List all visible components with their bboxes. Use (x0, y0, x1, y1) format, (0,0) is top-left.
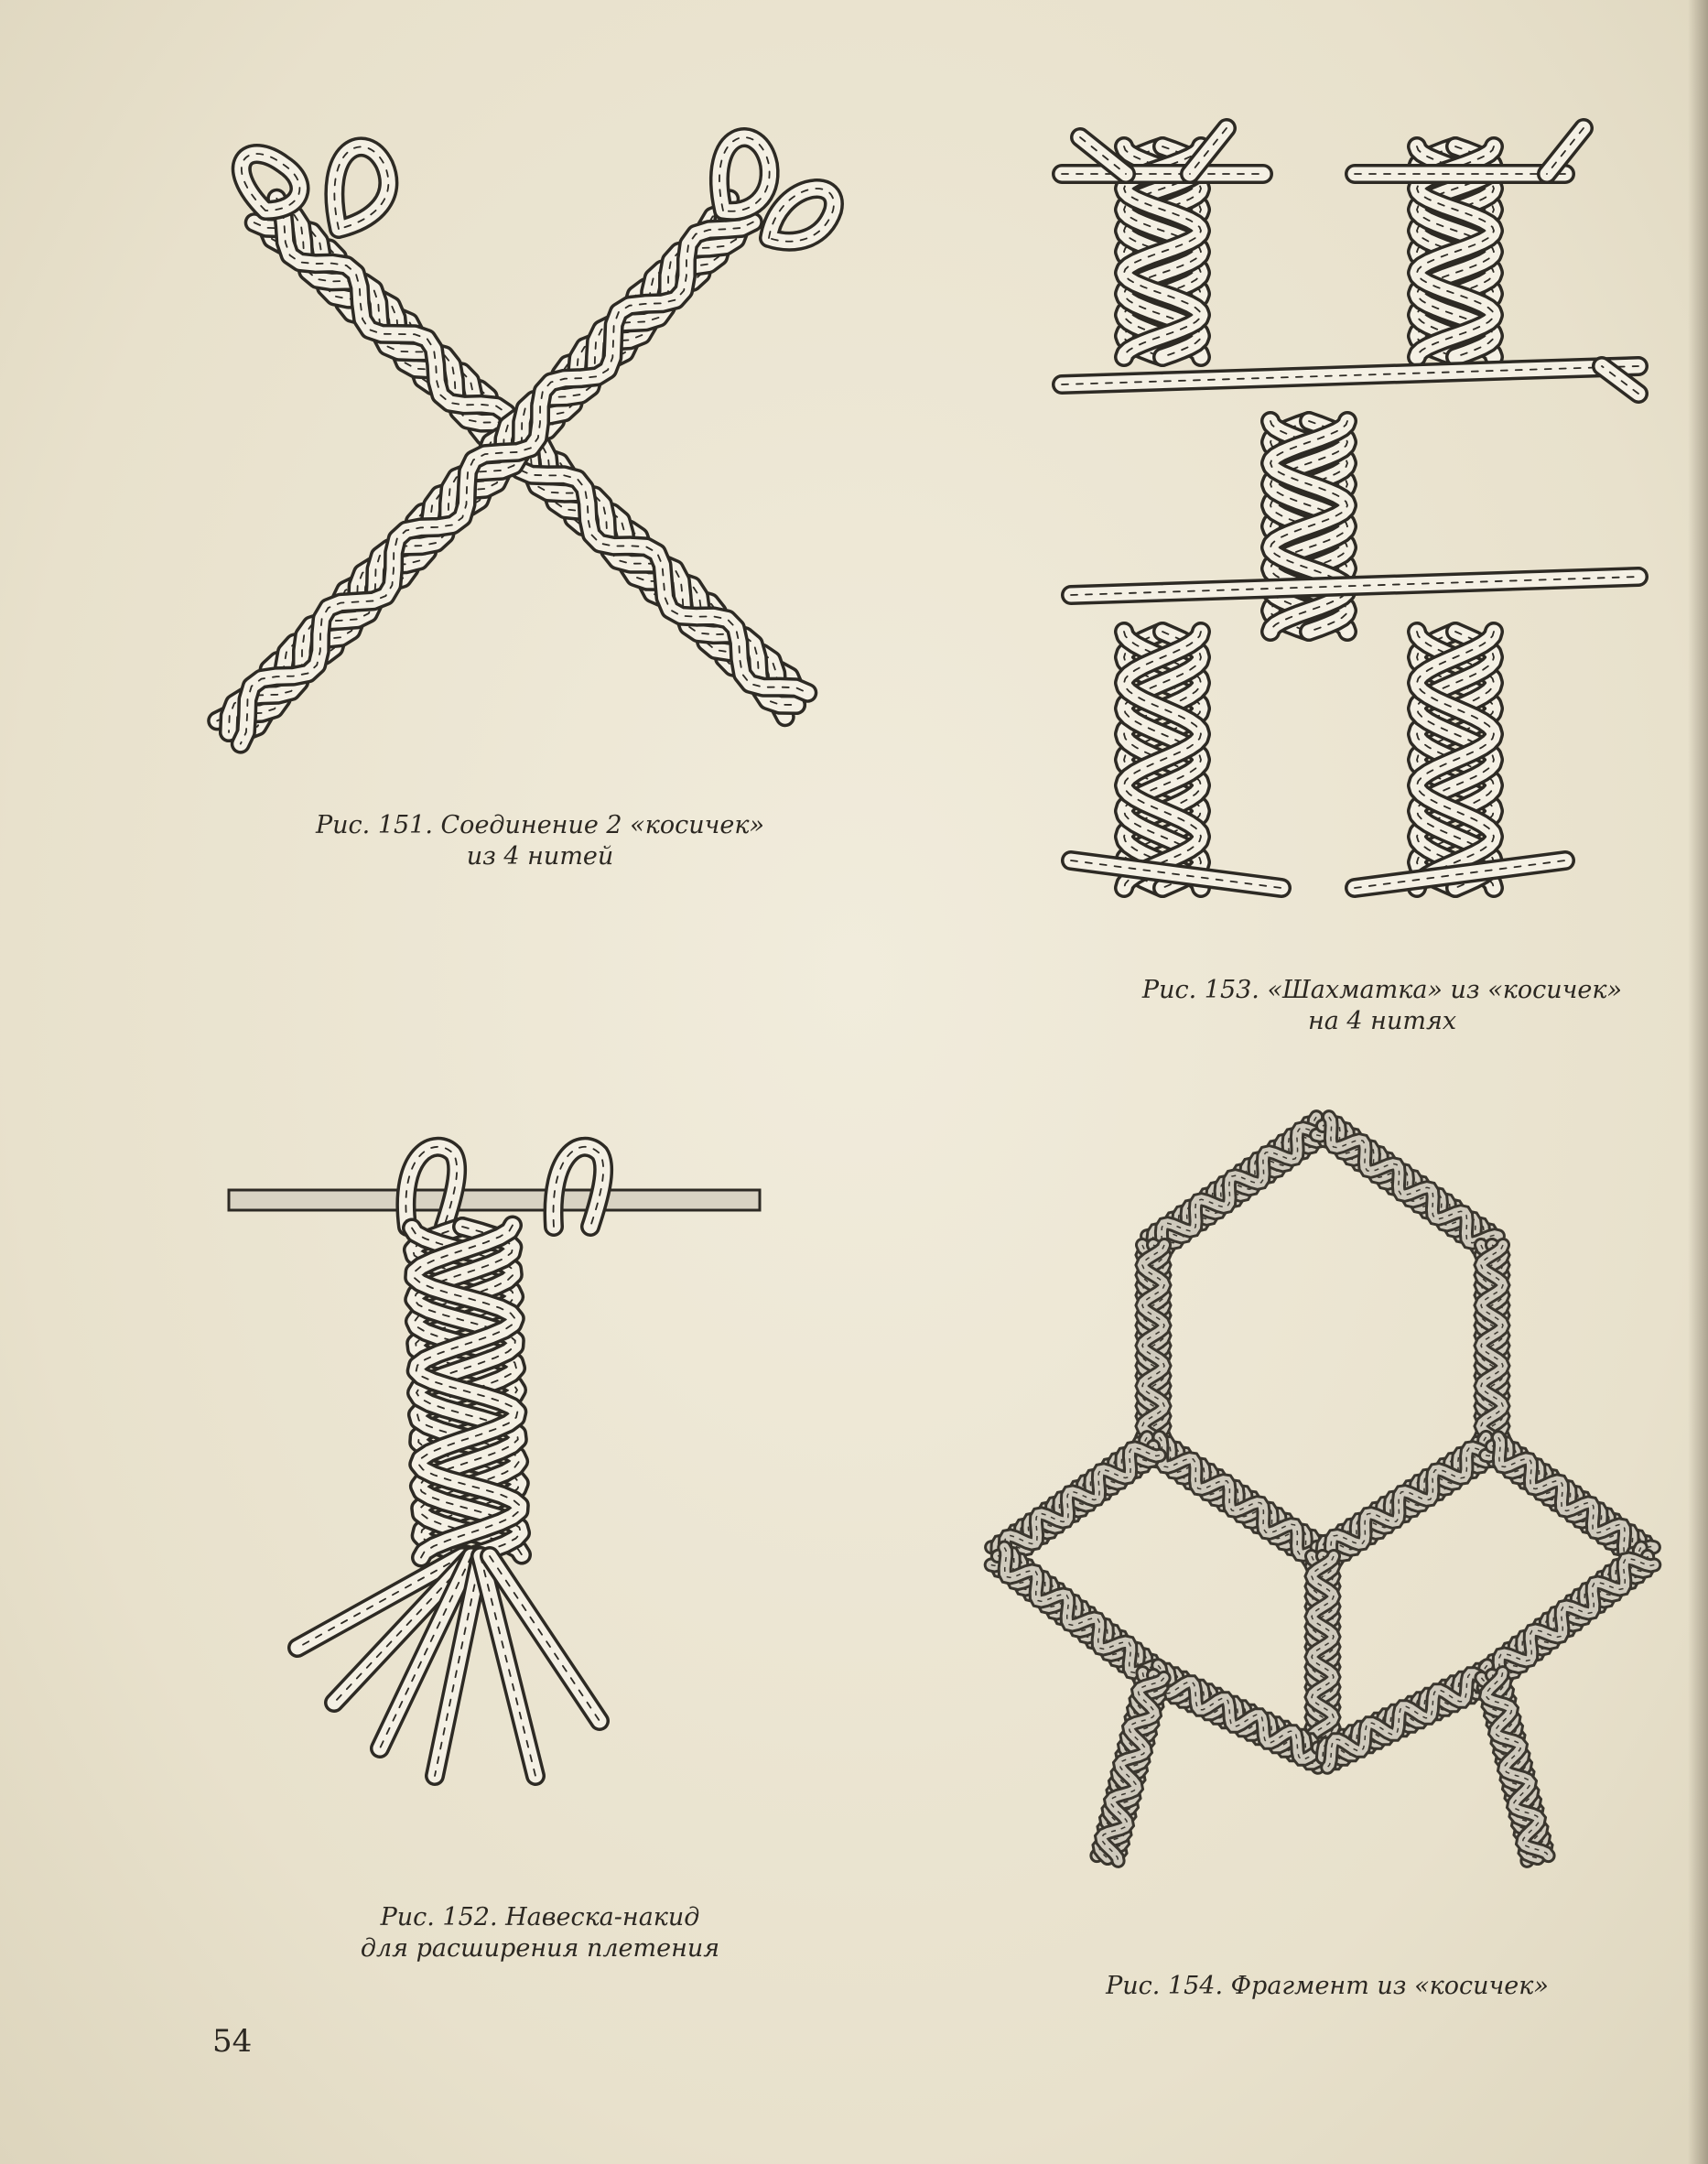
figure-151-illustration (211, 110, 851, 796)
figure-152-illustration (224, 1117, 792, 1785)
figure-151-caption-line-2: из 4 нитей (466, 842, 614, 871)
fig153-cord-4 (1071, 577, 1638, 595)
figure-151-caption (256, 810, 824, 872)
figure-154-illustration (970, 1098, 1675, 1877)
figure-154-caption-line-1: Рис. 154. Фрагмент из «косичек» (1106, 1972, 1549, 2000)
fig151-braid-right-strand-3 (229, 211, 741, 732)
fig153-cord-3 (1062, 366, 1638, 384)
fig151-loop-4 (769, 189, 834, 242)
fig152-loop-right (554, 1147, 604, 1227)
figure-154-caption (1053, 1971, 1602, 2002)
fig153-cord-5 (1071, 860, 1281, 888)
fig153-cord-6 (1355, 860, 1565, 888)
fig151-loop-2 (334, 146, 388, 229)
figure-152-caption (302, 1902, 778, 1964)
fig152-loop-left (405, 1147, 457, 1227)
page-edge-shadow (1688, 0, 1708, 2164)
figure-153-illustration (1053, 119, 1648, 925)
fig151-loop-1 (242, 154, 300, 211)
page-number: 54 (212, 2023, 253, 2060)
fig151-loop-3 (719, 137, 770, 211)
figure-153-caption (1089, 975, 1675, 1037)
fig152-holding-bar (229, 1190, 760, 1210)
figure-153-caption-line-1: Рис. 153. «Шахматка» из «косичек» (1141, 976, 1623, 1004)
figure-152-caption-line-2: для расширения плетения (360, 1934, 720, 1963)
fig153-cord-9 (1547, 128, 1584, 174)
figure-151-caption-line-1: Рис. 151. Соединение 2 «косичек» (315, 811, 765, 839)
figure-153-caption-line-2: на 4 нитях (1307, 1007, 1457, 1035)
figure-152-caption-line-1: Рис. 152. Навеска-накид (380, 1903, 700, 1931)
